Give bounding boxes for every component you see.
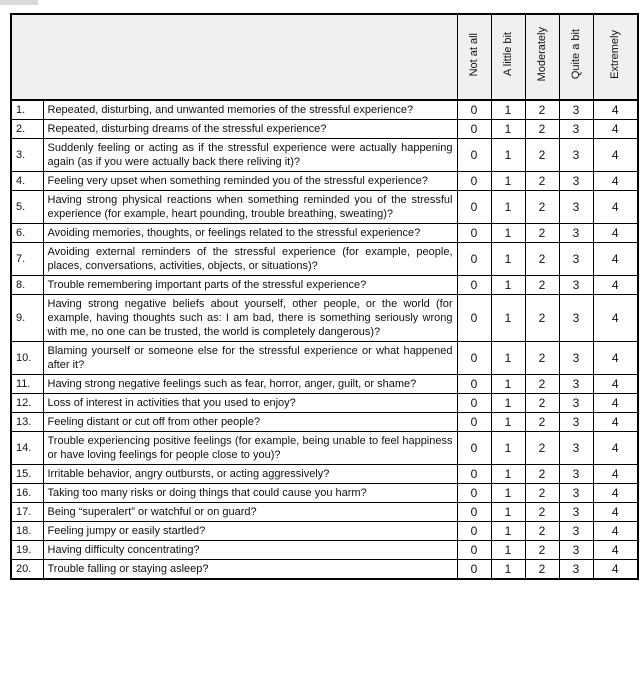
rating-cell-0[interactable]: 0 <box>457 120 491 139</box>
column-header-label: Not at all <box>468 32 480 77</box>
rating-cell-4[interactable]: 4 <box>593 484 638 503</box>
question-text: Having strong negative beliefs about yourself, other people, or the world (for example, having thoughts such as: I am bad, there is something seriously wrong with me, no one can be trusted, the world is completely dangerous)? <box>43 295 457 342</box>
pcl5-questionnaire-table <box>10 13 639 580</box>
column-header-quite-a-bit <box>559 14 593 100</box>
question-row-8 <box>11 276 638 295</box>
rating-cell-0[interactable]: 0 <box>457 560 491 580</box>
rating-cell-0[interactable]: 0 <box>457 224 491 243</box>
question-text: Feeling jumpy or easily startled? <box>43 522 457 541</box>
question-text: Taking too many risks or doing things that could cause you harm? <box>43 484 457 503</box>
rating-cell-4[interactable]: 4 <box>593 243 638 276</box>
rating-cell-1[interactable]: 1 <box>491 276 525 295</box>
rating-cell-3[interactable]: 3 <box>559 560 593 580</box>
rating-cell-1[interactable]: 1 <box>491 465 525 484</box>
rating-cell-1[interactable]: 1 <box>491 541 525 560</box>
rating-cell-1[interactable]: 1 <box>491 191 525 224</box>
question-row-11 <box>11 375 638 394</box>
rating-cell-0[interactable]: 0 <box>457 375 491 394</box>
rating-cell-0[interactable]: 0 <box>457 522 491 541</box>
question-number: 2. <box>11 120 43 139</box>
question-text: Having strong negative feelings such as fear, horror, anger, guilt, or shame? <box>43 375 457 394</box>
question-row-6 <box>11 224 638 243</box>
rating-cell-0[interactable]: 0 <box>457 342 491 375</box>
column-header-not-at-all <box>457 14 491 100</box>
question-text: Trouble falling or staying asleep? <box>43 560 457 580</box>
question-header-cell <box>11 14 457 100</box>
rating-cell-4[interactable]: 4 <box>593 432 638 465</box>
rating-cell-4[interactable]: 4 <box>593 100 638 120</box>
rating-cell-4[interactable]: 4 <box>593 375 638 394</box>
rating-cell-1[interactable]: 1 <box>491 342 525 375</box>
column-header-extremely <box>593 14 638 100</box>
rating-cell-3[interactable]: 3 <box>559 276 593 295</box>
rating-cell-2[interactable]: 2 <box>525 276 559 295</box>
rating-cell-0[interactable]: 0 <box>457 541 491 560</box>
rating-cell-0[interactable]: 0 <box>457 191 491 224</box>
rating-cell-2[interactable]: 2 <box>525 243 559 276</box>
rating-cell-3[interactable]: 3 <box>559 139 593 172</box>
question-text: Feeling distant or cut off from other people? <box>43 413 457 432</box>
rating-cell-3[interactable]: 3 <box>559 375 593 394</box>
rating-cell-4[interactable]: 4 <box>593 560 638 580</box>
question-number: 7. <box>11 243 43 276</box>
rating-cell-4[interactable]: 4 <box>593 120 638 139</box>
rating-cell-3[interactable]: 3 <box>559 342 593 375</box>
question-number: 14. <box>11 432 43 465</box>
rating-cell-4[interactable]: 4 <box>593 541 638 560</box>
column-header-label: Moderately <box>536 27 548 82</box>
rating-cell-1[interactable]: 1 <box>491 394 525 413</box>
rating-cell-2[interactable]: 2 <box>525 100 559 120</box>
header-row <box>11 14 638 100</box>
question-row-10 <box>11 342 638 375</box>
question-row-3 <box>11 139 638 172</box>
question-number: 18. <box>11 522 43 541</box>
column-header-moderately <box>525 14 559 100</box>
question-text: Suddenly feeling or acting as if the stressful experience were actually happening again (as if you were actually back there reliving it)? <box>43 139 457 172</box>
rating-cell-0[interactable]: 0 <box>457 243 491 276</box>
question-number: 11. <box>11 375 43 394</box>
rating-cell-4[interactable]: 4 <box>593 342 638 375</box>
rating-cell-4[interactable]: 4 <box>593 276 638 295</box>
questionnaire-sheet <box>10 13 639 580</box>
question-row-17 <box>11 503 638 522</box>
question-text: Having difficulty concentrating? <box>43 541 457 560</box>
rating-cell-4[interactable]: 4 <box>593 191 638 224</box>
question-number: 8. <box>11 276 43 295</box>
rating-cell-3[interactable]: 3 <box>559 243 593 276</box>
question-row-2 <box>11 120 638 139</box>
rating-cell-2[interactable]: 2 <box>525 432 559 465</box>
question-number: 16. <box>11 484 43 503</box>
question-row-5 <box>11 191 638 224</box>
question-row-14 <box>11 432 638 465</box>
rating-cell-2[interactable]: 2 <box>525 560 559 580</box>
rating-cell-1[interactable]: 1 <box>491 432 525 465</box>
question-row-9 <box>11 295 638 342</box>
rating-cell-3[interactable]: 3 <box>559 172 593 191</box>
rating-cell-3[interactable]: 3 <box>559 541 593 560</box>
column-header-label: Quite a bit <box>570 29 582 80</box>
rating-cell-0[interactable]: 0 <box>457 172 491 191</box>
question-number: 4. <box>11 172 43 191</box>
rating-cell-1[interactable]: 1 <box>491 522 525 541</box>
question-row-16 <box>11 484 638 503</box>
question-text: Repeated, disturbing dreams of the stressful experience? <box>43 120 457 139</box>
rating-cell-3[interactable]: 3 <box>559 394 593 413</box>
question-number: 15. <box>11 465 43 484</box>
question-text: Trouble experiencing positive feelings (for example, being unable to feel happiness or have loving feelings for people close to you)? <box>43 432 457 465</box>
rating-cell-0[interactable]: 0 <box>457 484 491 503</box>
rating-cell-0[interactable]: 0 <box>457 413 491 432</box>
rating-cell-1[interactable]: 1 <box>491 295 525 342</box>
rating-cell-4[interactable]: 4 <box>593 394 638 413</box>
rating-cell-1[interactable]: 1 <box>491 484 525 503</box>
rating-cell-3[interactable]: 3 <box>559 191 593 224</box>
question-number: 19. <box>11 541 43 560</box>
question-text: Trouble remembering important parts of the stressful experience? <box>43 276 457 295</box>
rating-cell-2[interactable]: 2 <box>525 172 559 191</box>
rating-cell-2[interactable]: 2 <box>525 191 559 224</box>
rating-cell-3[interactable]: 3 <box>559 432 593 465</box>
rating-cell-1[interactable]: 1 <box>491 375 525 394</box>
question-number: 20. <box>11 560 43 580</box>
rating-cell-3[interactable]: 3 <box>559 522 593 541</box>
rating-cell-4[interactable]: 4 <box>593 503 638 522</box>
rating-cell-4[interactable]: 4 <box>593 172 638 191</box>
question-row-4 <box>11 172 638 191</box>
question-row-20 <box>11 560 638 580</box>
rating-cell-0[interactable]: 0 <box>457 295 491 342</box>
rating-cell-2[interactable]: 2 <box>525 394 559 413</box>
column-header-label: Extremely <box>609 30 622 79</box>
rating-cell-3[interactable]: 3 <box>559 120 593 139</box>
question-text: Loss of interest in activities that you used to enjoy? <box>43 394 457 413</box>
rating-cell-0[interactable]: 0 <box>457 139 491 172</box>
rating-cell-3[interactable]: 3 <box>559 503 593 522</box>
question-row-18 <box>11 522 638 541</box>
question-text: Irritable behavior, angry outbursts, or acting aggressively? <box>43 465 457 484</box>
rating-cell-3[interactable]: 3 <box>559 413 593 432</box>
question-text: Repeated, disturbing, and unwanted memories of the stressful experience? <box>43 100 457 120</box>
rating-cell-0[interactable]: 0 <box>457 432 491 465</box>
rating-cell-1[interactable]: 1 <box>491 172 525 191</box>
question-number: 5. <box>11 191 43 224</box>
question-text: Blaming yourself or someone else for the stressful experience or what happened after it? <box>43 342 457 375</box>
rating-cell-4[interactable]: 4 <box>593 295 638 342</box>
rating-cell-3[interactable]: 3 <box>559 295 593 342</box>
rating-cell-2[interactable]: 2 <box>525 413 559 432</box>
rating-cell-2[interactable]: 2 <box>525 375 559 394</box>
rating-cell-3[interactable]: 3 <box>559 465 593 484</box>
rating-cell-0[interactable]: 0 <box>457 276 491 295</box>
column-header-label: A little bit <box>502 32 514 77</box>
question-text: Having strong physical reactions when something reminded you of the stressful experience (for example, heart pounding, trouble breathing, sweating)? <box>43 191 457 224</box>
rating-cell-1[interactable]: 1 <box>491 139 525 172</box>
rating-cell-2[interactable]: 2 <box>525 465 559 484</box>
question-number: 6. <box>11 224 43 243</box>
rating-cell-1[interactable]: 1 <box>491 224 525 243</box>
rating-cell-1[interactable]: 1 <box>491 413 525 432</box>
rating-cell-4[interactable]: 4 <box>593 224 638 243</box>
rating-cell-2[interactable]: 2 <box>525 295 559 342</box>
rating-cell-3[interactable]: 3 <box>559 100 593 120</box>
column-header-a-little-bit <box>491 14 525 100</box>
question-text: Being “superalert” or watchful or on guard? <box>43 503 457 522</box>
rating-cell-0[interactable]: 0 <box>457 465 491 484</box>
rating-cell-1[interactable]: 1 <box>491 503 525 522</box>
rating-cell-2[interactable]: 2 <box>525 484 559 503</box>
rating-cell-2[interactable]: 2 <box>525 139 559 172</box>
rating-cell-2[interactable]: 2 <box>525 541 559 560</box>
rating-cell-2[interactable]: 2 <box>525 342 559 375</box>
question-number: 13. <box>11 413 43 432</box>
rating-cell-2[interactable]: 2 <box>525 503 559 522</box>
question-number: 3. <box>11 139 43 172</box>
rating-cell-2[interactable]: 2 <box>525 522 559 541</box>
question-text: Feeling very upset when something reminded you of the stressful experience? <box>43 172 457 191</box>
rating-cell-3[interactable]: 3 <box>559 224 593 243</box>
rating-cell-0[interactable]: 0 <box>457 394 491 413</box>
question-text: Avoiding memories, thoughts, or feelings related to the stressful experience? <box>43 224 457 243</box>
rating-cell-0[interactable]: 0 <box>457 100 491 120</box>
rating-cell-1[interactable]: 1 <box>491 243 525 276</box>
question-number: 9. <box>11 295 43 342</box>
rating-cell-4[interactable]: 4 <box>593 522 638 541</box>
rating-cell-0[interactable]: 0 <box>457 503 491 522</box>
question-row-15 <box>11 465 638 484</box>
question-number: 17. <box>11 503 43 522</box>
question-number: 10. <box>11 342 43 375</box>
rating-cell-2[interactable]: 2 <box>525 224 559 243</box>
rating-cell-2[interactable]: 2 <box>525 120 559 139</box>
rating-cell-1[interactable]: 1 <box>491 560 525 580</box>
question-text: Avoiding external reminders of the stressful experience (for example, people, places, conversations, activities, objects, or situations)? <box>43 243 457 276</box>
rating-cell-1[interactable]: 1 <box>491 100 525 120</box>
question-row-13 <box>11 413 638 432</box>
question-row-19 <box>11 541 638 560</box>
rating-cell-1[interactable]: 1 <box>491 120 525 139</box>
question-number: 12. <box>11 394 43 413</box>
question-row-12 <box>11 394 638 413</box>
question-number: 1. <box>11 100 43 120</box>
question-row-7 <box>11 243 638 276</box>
rating-cell-4[interactable]: 4 <box>593 413 638 432</box>
scan-artifact <box>0 0 38 5</box>
rating-cell-3[interactable]: 3 <box>559 484 593 503</box>
rating-cell-4[interactable]: 4 <box>593 139 638 172</box>
rating-cell-4[interactable]: 4 <box>593 465 638 484</box>
question-row-1 <box>11 100 638 120</box>
table-body <box>11 100 638 579</box>
